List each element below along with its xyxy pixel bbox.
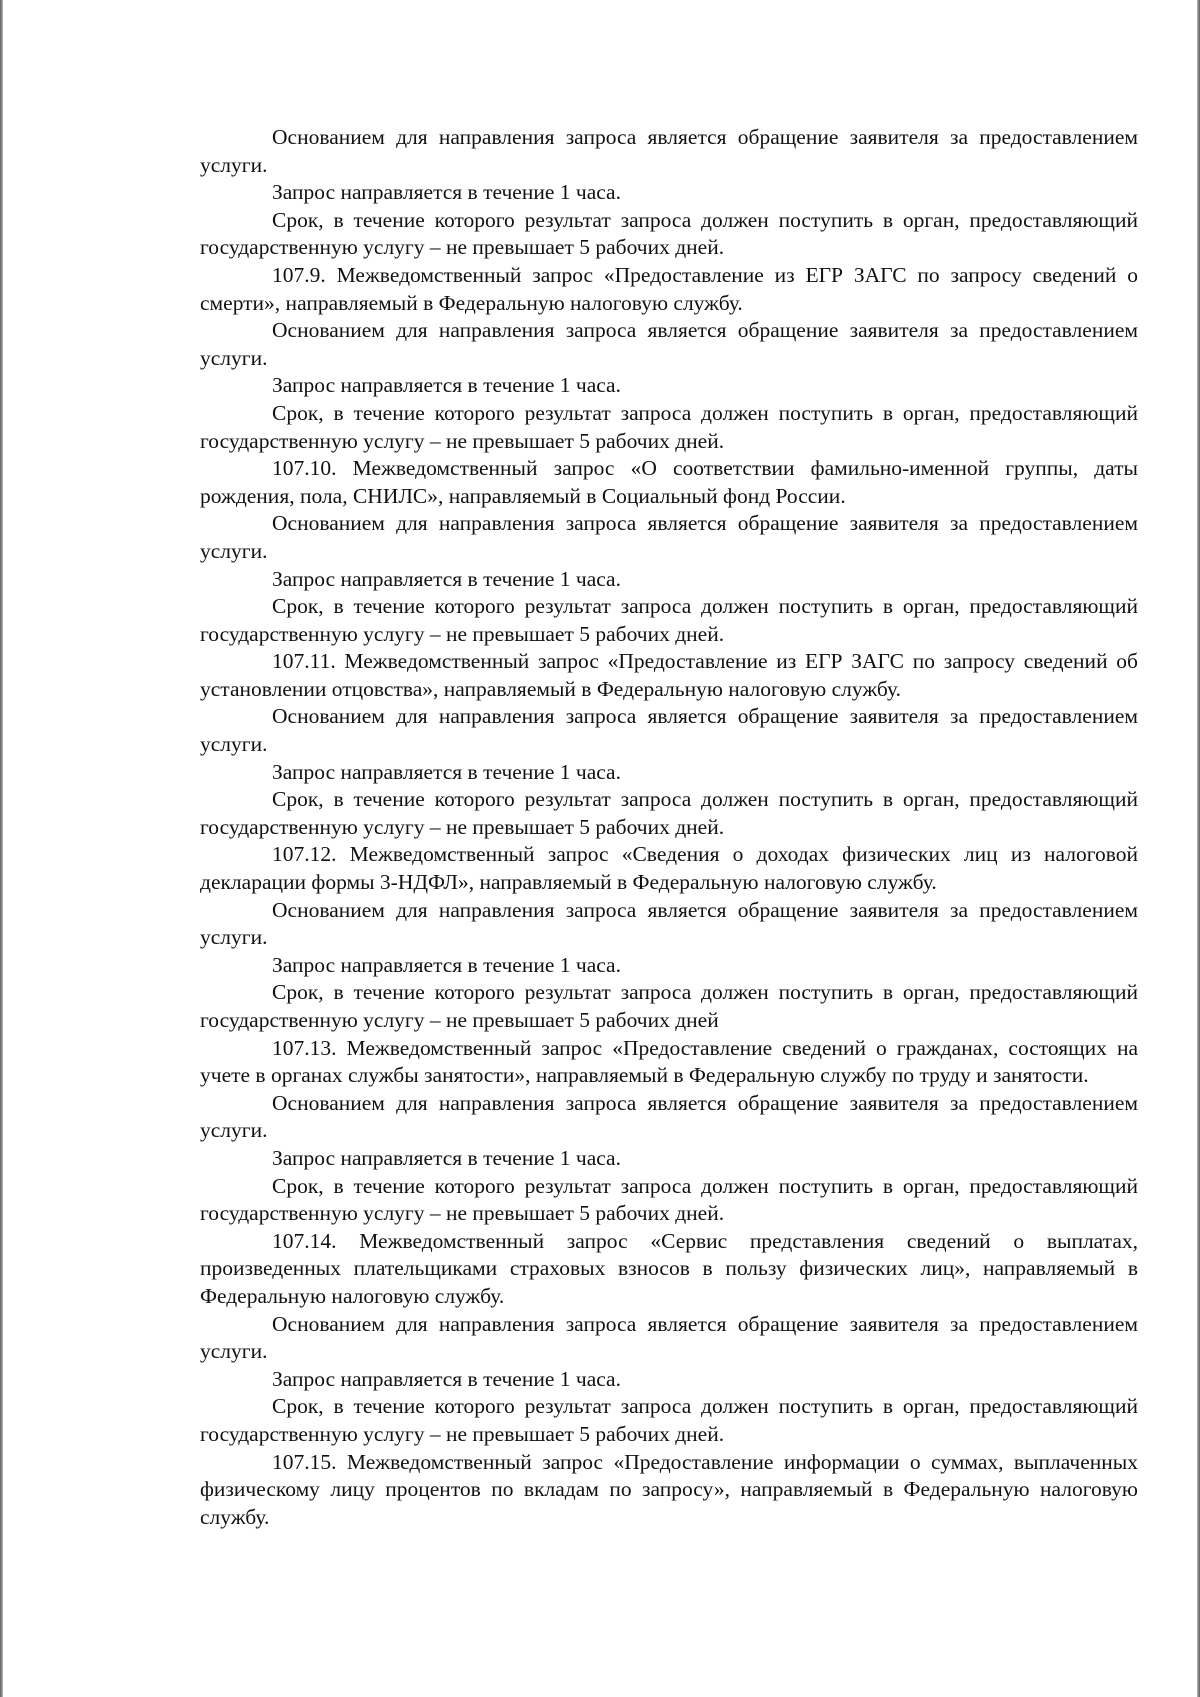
paragraph-request-time: Запрос направляется в течение 1 часа. bbox=[272, 1366, 621, 1391]
paragraph-request-time: Запрос направляется в течение 1 часа. bbox=[272, 373, 621, 398]
paragraph-basis: Основанием для направления запроса является обращение заявителя за предоставлением услуги. bbox=[200, 125, 1138, 177]
paragraph-deadline: Срок, в течение которого результат запроса должен поступить в орган, предоставляющий государственную услугу – не превышает 5 рабочих дней. bbox=[200, 594, 1138, 646]
paragraph-section-107-9: 107.9. Межведомственный запрос «Предоставление из ЕГР ЗАГС по запросу сведений о смерти», направляемый в Федеральную налоговую службу. bbox=[200, 262, 1138, 315]
paragraph-deadline: Срок, в течение которого результат запроса должен поступить в орган, предоставляющий государственную услугу – не превышает 5 рабочих дней. bbox=[200, 787, 1138, 839]
paragraph-deadline: Срок, в течение которого результат запроса должен поступить в орган, предоставляющий государственную услугу – не превышает 5 рабочих дней. bbox=[200, 1394, 1138, 1446]
paragraph-request-time: Запрос направляется в течение 1 часа. bbox=[272, 566, 621, 591]
paragraph-deadline: Срок, в течение которого результат запроса должен поступить в орган, предоставляющий государственную услугу – не превышает 5 рабочих дней. bbox=[200, 400, 1138, 453]
paragraph-basis: Основанием для направления запроса является обращение заявителя за предоставлением услуги. bbox=[200, 318, 1138, 370]
paragraph-section-107-13: 107.13. Межведомственный запрос «Предоставление сведений о гражданах, состоящих на учете в органах службы занятости», направляемый в Федеральную службу по труду и занятости. bbox=[200, 1035, 1138, 1088]
paragraph-basis: Основанием для направления запроса является обращение заявителя за предоставлением услуги. bbox=[200, 1311, 1138, 1364]
paragraph-basis: Основанием для направления запроса является обращение заявителя за предоставлением услуги. bbox=[200, 1090, 1138, 1143]
paragraph-section-107-11: 107.11. Межведомственный запрос «Предоставление из ЕГР ЗАГС по запросу сведений об установлении отцовства», направляемый в Федеральную налоговую службу. bbox=[200, 649, 1138, 701]
scan-edge-left bbox=[0, 0, 3, 1697]
paragraph-deadline: Срок, в течение которого результат запроса должен поступить в орган, предоставляющий государственную услугу – не превышает 5 рабочих дней. bbox=[200, 1173, 1138, 1226]
paragraph-section-107-14: 107.14. Межведомственный запрос «Сервис представления сведений о выплатах, произведенных плательщиками страховых взносов в пользу физических лиц», направляемый в Федеральную налоговую службу. bbox=[200, 1228, 1138, 1308]
paragraph-basis: Основанием для направления запроса является обращение заявителя за предоставлением услуги. bbox=[200, 511, 1138, 563]
paragraph-section-107-12: 107.12. Межведомственный запрос «Сведения о доходах физических лиц из налоговой декларации формы 3-НДФЛ», направляемый в Федеральную налоговую службу. bbox=[200, 842, 1138, 895]
paragraph-request-time: Запрос направляется в течение 1 часа. bbox=[272, 952, 621, 977]
paragraph-basis: Основанием для направления запроса является обращение заявителя за предоставлением услуги. bbox=[200, 704, 1138, 757]
document-body bbox=[200, 124, 1138, 1531]
paragraph-section-107-15: 107.15. Межведомственный запрос «Предоставление информации о суммах, выплаченных физическому лицу процентов по вкладам по запросу», направляемый в Федеральную налоговую службу. bbox=[200, 1449, 1138, 1529]
paragraph-deadline: Срок, в течение которого результат запроса должен поступить в орган, предоставляющий государственную услугу – не превышает 5 рабочих дней bbox=[200, 980, 1138, 1032]
paragraph-request-time: Запрос направляется в течение 1 часа. bbox=[272, 759, 621, 784]
paragraph-deadline: Срок, в течение которого результат запроса должен поступить в орган, предоставляющий государственную услугу – не превышает 5 рабочих дней. bbox=[200, 207, 1138, 260]
paragraph-basis: Основанием для направления запроса является обращение заявителя за предоставлением услуги. bbox=[200, 897, 1138, 950]
paragraph-request-time: Запрос направляется в течение 1 часа. bbox=[272, 1145, 621, 1170]
paragraph-request-time: Запрос направляется в течение 1 часа. bbox=[272, 180, 621, 205]
paragraph-section-107-10: 107.10. Межведомственный запрос «О соответствии фамильно-именной группы, даты рождения, пола, СНИЛС», направляемый в Социальный фонд России. bbox=[200, 456, 1138, 508]
